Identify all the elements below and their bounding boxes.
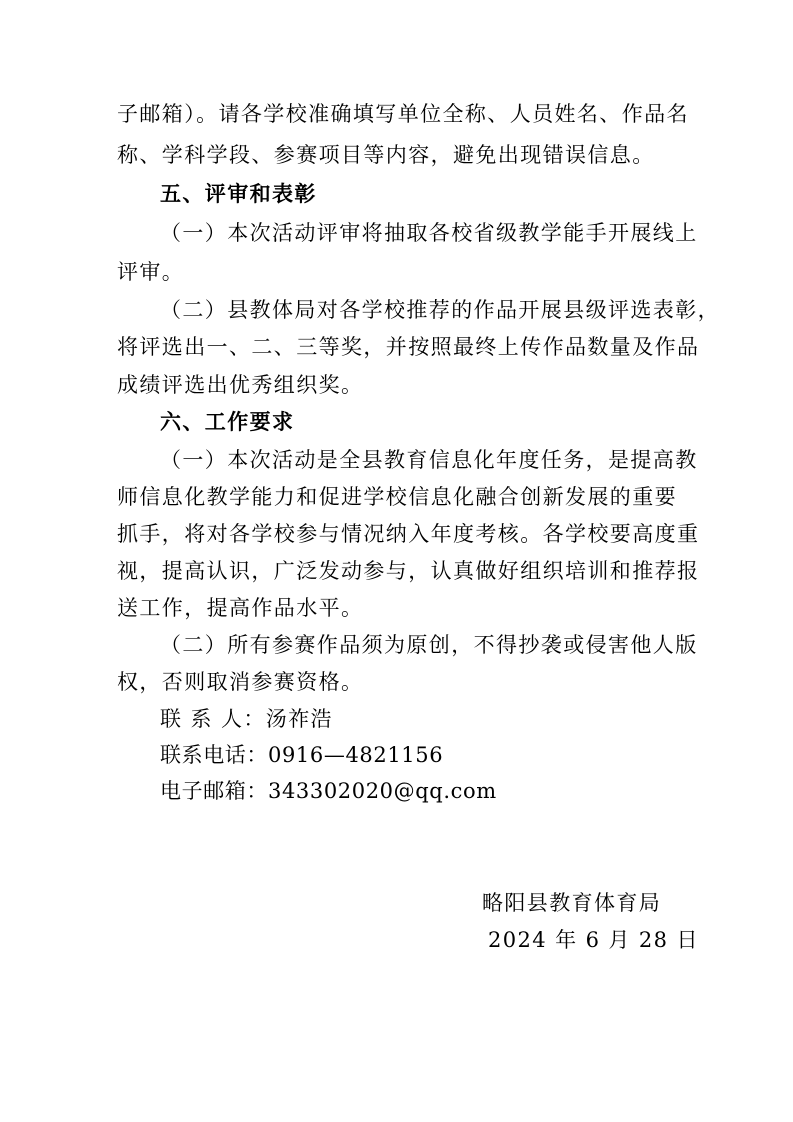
paragraph-line: 称、学科学段、参赛项目等内容，避免出现错误信息。 — [117, 143, 655, 167]
issuer-organization: 略阳县教育体育局 — [482, 891, 662, 915]
paragraph-line: 视，提高认识，广泛发动参与，认真做好组织培训和推荐报 — [117, 559, 700, 583]
paragraph-line: 成绩评选出优秀组织奖。 — [117, 373, 364, 397]
paragraph-line: （二）县教体局对各学校推荐的作品开展县级评选表彰， — [160, 298, 720, 322]
section-heading-review: 五、评审和表彰 — [160, 182, 317, 206]
paragraph-line: （一）本次活动评审将抽取各校省级教学能手开展线上 — [160, 221, 698, 245]
paragraph-line: 将评选出一、二、三等奖，并按照最终上传作品数量及作品 — [117, 335, 700, 359]
paragraph-line: 抓手，将对各学校参与情况纳入年度考核。各学校要高度重 — [117, 522, 700, 546]
contact-email: 电子邮箱：343302020@qq.com — [160, 779, 497, 803]
paragraph-line: 子邮箱）。请各学校准确填写单位全称、人员姓名、作品名 — [117, 102, 689, 126]
paragraph-line: 送工作，提高作品水平。 — [117, 596, 364, 620]
paragraph-line: 权，否则取消参赛资格。 — [117, 670, 364, 694]
paragraph-line: 师信息化教学能力和促进学校信息化融合创新发展的重要 — [117, 485, 677, 509]
paragraph-line: （一）本次活动是全县教育信息化年度任务，是提高教 — [160, 448, 698, 472]
contact-person: 联 系 人：汤祚浩 — [160, 707, 333, 731]
contact-phone: 联系电话：0916—4821156 — [160, 743, 444, 767]
paragraph-line: （二）所有参赛作品须为原创，不得抄袭或侵害他人版 — [160, 633, 698, 657]
section-heading-requirements: 六、工作要求 — [160, 410, 295, 434]
paragraph-line: 评审。 — [117, 260, 185, 284]
issue-date: 2024 年 6 月 28 日 — [488, 928, 699, 952]
